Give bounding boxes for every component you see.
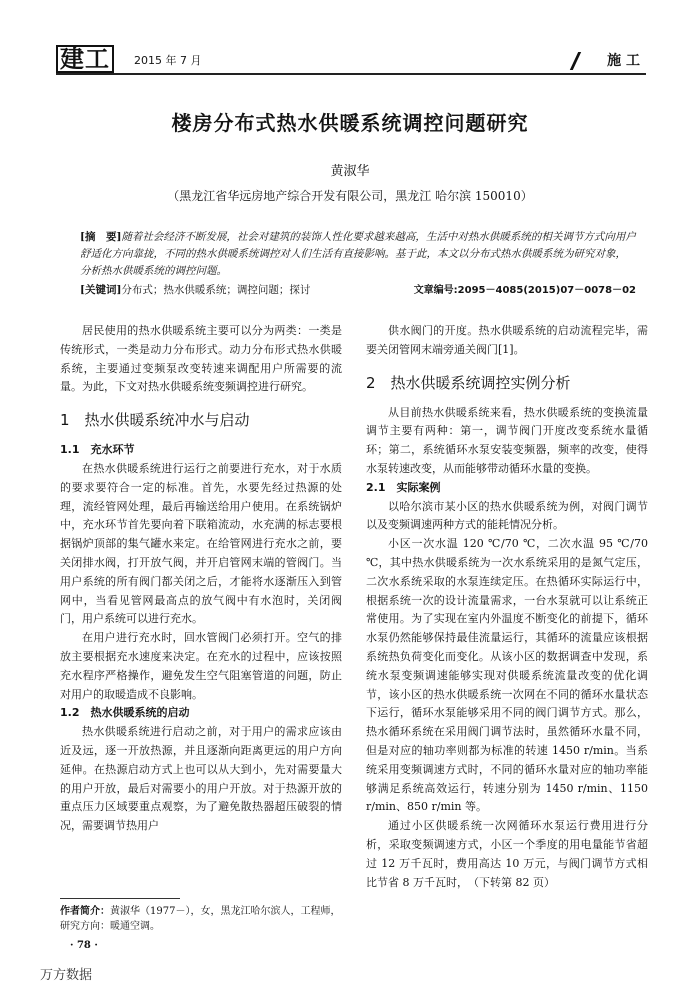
author-affiliation: （黑龙江省华远房地产综合开发有限公司，黑龙江 哈尔滨 150010） <box>167 189 533 203</box>
paragraph: 供水阀门的开度。热水供暖系统的启动流程完毕，需要关闭管网末端旁通关阀门[1]。 <box>366 324 648 356</box>
paragraph: 在用户进行充水时，回水管阀门必须打开。空气的排放主要根据充水速度来决定。在充水的过程中，应该按照充水程序严格操作，避免发生空气阻塞管道的问题，防止对用户的取暖造成不良影响。 <box>60 631 342 701</box>
header-rule <box>56 73 646 75</box>
right-column <box>366 322 648 892</box>
section-2-heading: 2 热水供暖系统调控实例分析 <box>366 373 571 392</box>
section-2-1-heading: 2.1 实际案例 <box>366 480 441 494</box>
abstract: [摘 要]随着社会经济不断发展，社会对建筑的装饰人性化要求越来越高，生活中对热水供暖系统的相关调节方式向用户舒适化方向靠拢，不同的热水供暖系统调控对人们生活有直接影响。基于此，本文以分布式热水供暖系统为研究对象，分析热水供暖系统的调控问题。 <box>80 231 636 277</box>
section-label: 施 工 <box>574 50 640 70</box>
left-column <box>60 322 342 836</box>
keywords-line: [关键词]分布式；热水供暖系统；调控问题；探讨 文章编号:2095－4085(2015)07－0078－02 <box>80 282 636 299</box>
author-name: 黄淑华 <box>330 164 370 179</box>
watermark: 万方数据 <box>40 968 93 983</box>
footnote-rule <box>60 898 180 899</box>
section-slash-icon <box>570 52 603 70</box>
section-1-2-heading: 1.2 热水供暖系统的启动 <box>60 706 190 720</box>
page-number: · 78 · <box>70 940 98 951</box>
paragraph: 从目前热水供暖系统来看，热水供暖系统的变换流量调节主要有两种：第一，调节阀门开度改变系统水量循环；第二，系统循环水泵安装变频器，频率的改变，使得水泵转速改变，从而能够带动循环水量的变换。 <box>366 405 648 475</box>
issue-date: 2015 年 7 月 <box>134 54 202 67</box>
author-bio-footnote: 作者简介：黄淑华（1977－），女，黑龙江哈尔滨人，工程师，研究方向：暖通空调。 <box>60 906 341 932</box>
article-title: 楼房分布式热水供暖系统调控问题研究 <box>171 111 529 135</box>
journal-logo: 建工 <box>56 44 128 74</box>
paragraph: 以哈尔滨市某小区的热水供暖系统为例，对阀门调节以及变频调速两种方式的能耗情况分析。 <box>366 499 648 532</box>
paragraph: 热水供暖系统进行启动之前，对于用户的需求应该由近及远，逐一开放热源，并且逐渐向距离更远的用户方向延伸。在热源启动方式上也可以从大到小，先对需要量大的用户开放，最后对需要小的用户开放。对于热源开放的重点压力区域要重点观察，为了避免散热器超压破裂的情况，需要调节热用户 <box>60 725 342 833</box>
paragraph: 通过小区供暖系统一次网循环水泵运行费用进行分析，采取变频调速方式，小区一个季度的用电量能节省超过 12 万千瓦时，费用高达 10 万元，与阀门调节方式相比节省 8 万千瓦时， （下转第 82 页） <box>366 819 648 889</box>
intro-paragraph: 居民使用的热水供暖系统主要可以分为两类：一类是传统形式，一类是动力分布形式。动力分布形式热水供暖系统，主要通过变频泵改变转速来调配用户所需要的流量。为此，下文对热水供暖系统变频调控进行研究。 <box>60 324 342 394</box>
article-number: 文章编号:2095－4085(2015)07－0078－02 <box>413 285 636 296</box>
paragraph: 在热水供暖系统进行运行之前要进行充水，对于水质的要求要符合一定的标准。首先，水要先经过热源的处理，流经管网处理，最后再输送给用户使用。在系统锅炉中，充水环节首先要向着下联箱流动，水充满的标志要根据锅炉顶部的集气罐水来定。在给管网进行充水之前，要关闭排水阀，打开放气阀，并开启管网末端的管阀门。当用户系统的所有阀门都关闭之后，才能将水逐渐压入到管网中，当看见管网最高点的放气阀中有水泡时，关闭阀门，用户系统可以进行充水。 <box>60 461 342 626</box>
section-1-heading: 1 热水供暖系统冲水与启动 <box>60 411 250 430</box>
section-1-1-heading: 1.1 充水环节 <box>60 443 135 457</box>
paragraph: 小区一次水温 120 ℃/70 ℃，二次水温 95 ℃/70 ℃，其中热水供暖系统为一次水系统采用的是氮气定压，二次水系统采取的水泵连续定压。在热循环实际运行中，根据系统一次的设计流量需求，一台水泵就可以让系统正常使用。为了实现在室内外温度不断变化的前提下，循环水泵仍然能够保持最佳流量运行，其循环的流量应该根据系统热负荷变化而变化。从该小区的数据调查中发现，系统水泵变频调速能够实现对供暖系统流量改变的优化调节，该小区的热水供暖系统一次网在不同的循环水量状态下运行，循环水泵能够采用不同的阀门调节方式。那么，热水循环系统在采用阀门调节法时，虽然循环水量不同，但是对应的轴功率则都为标准的转速 1450 r/min。当系统采用变频调速方式时，不同的循环水量对应的轴功率能够满足系统高效运行，转速分别为 1450 r/min、1150 r/min、850 r/min 等。 <box>366 537 648 814</box>
